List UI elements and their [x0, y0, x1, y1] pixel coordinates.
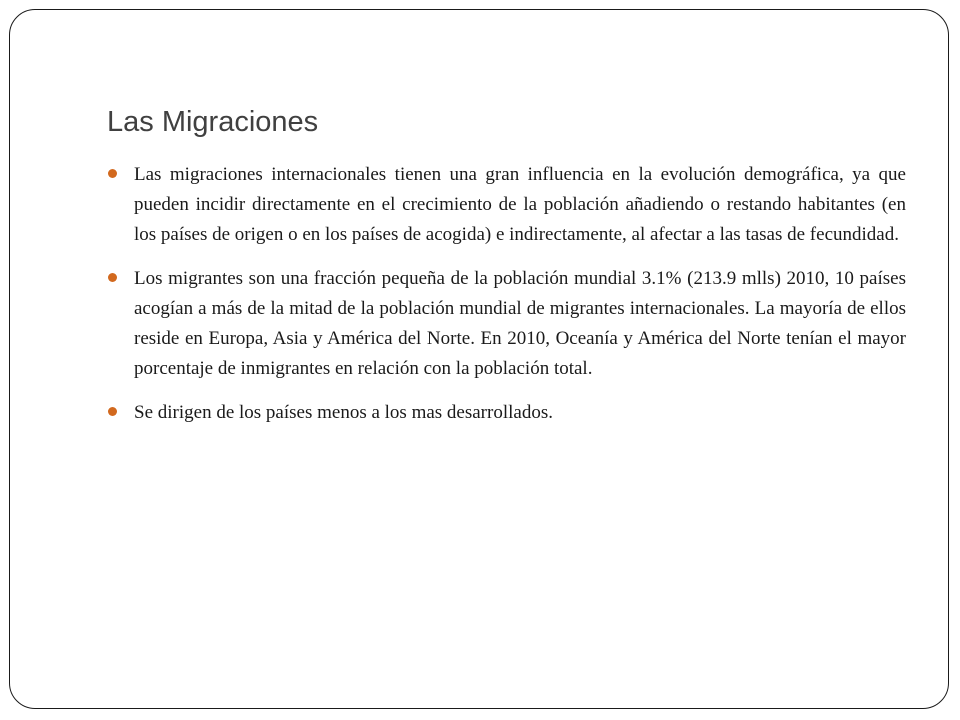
bullet-dot-icon [108, 407, 117, 416]
bullet-text: Las migraciones internacionales tienen una gran influencia en la evolución demográfica, ya que pueden incidir directamente en el crecimiento de la población añadiendo o restando habitantes (en los países de origen o en los países de acogida) e indirectamente, al afectar a las tasas de fecundidad. [134, 164, 906, 245]
bullet-list [107, 160, 906, 442]
slide-title: Las Migraciones [107, 106, 319, 138]
list-item [107, 160, 906, 250]
bullet-text: Los migrantes son una fracción pequeña de la población mundial 3.1% (213.9 mlls) 2010, 10 países acogían a más de la mitad de la población mundial de migrantes internacionales. La mayoría de ellos reside en Europa, Asia y América del Norte. En 2010, Oceanía y América del Norte tenían el mayor porcentaje de inmigrantes en relación con la población total. [134, 268, 906, 379]
list-item [107, 264, 906, 384]
bullet-dot-icon [108, 273, 117, 282]
list-item [107, 398, 906, 428]
bullet-dot-icon [108, 169, 117, 178]
bullet-text: Se dirigen de los países menos a los mas desarrollados. [134, 402, 553, 423]
